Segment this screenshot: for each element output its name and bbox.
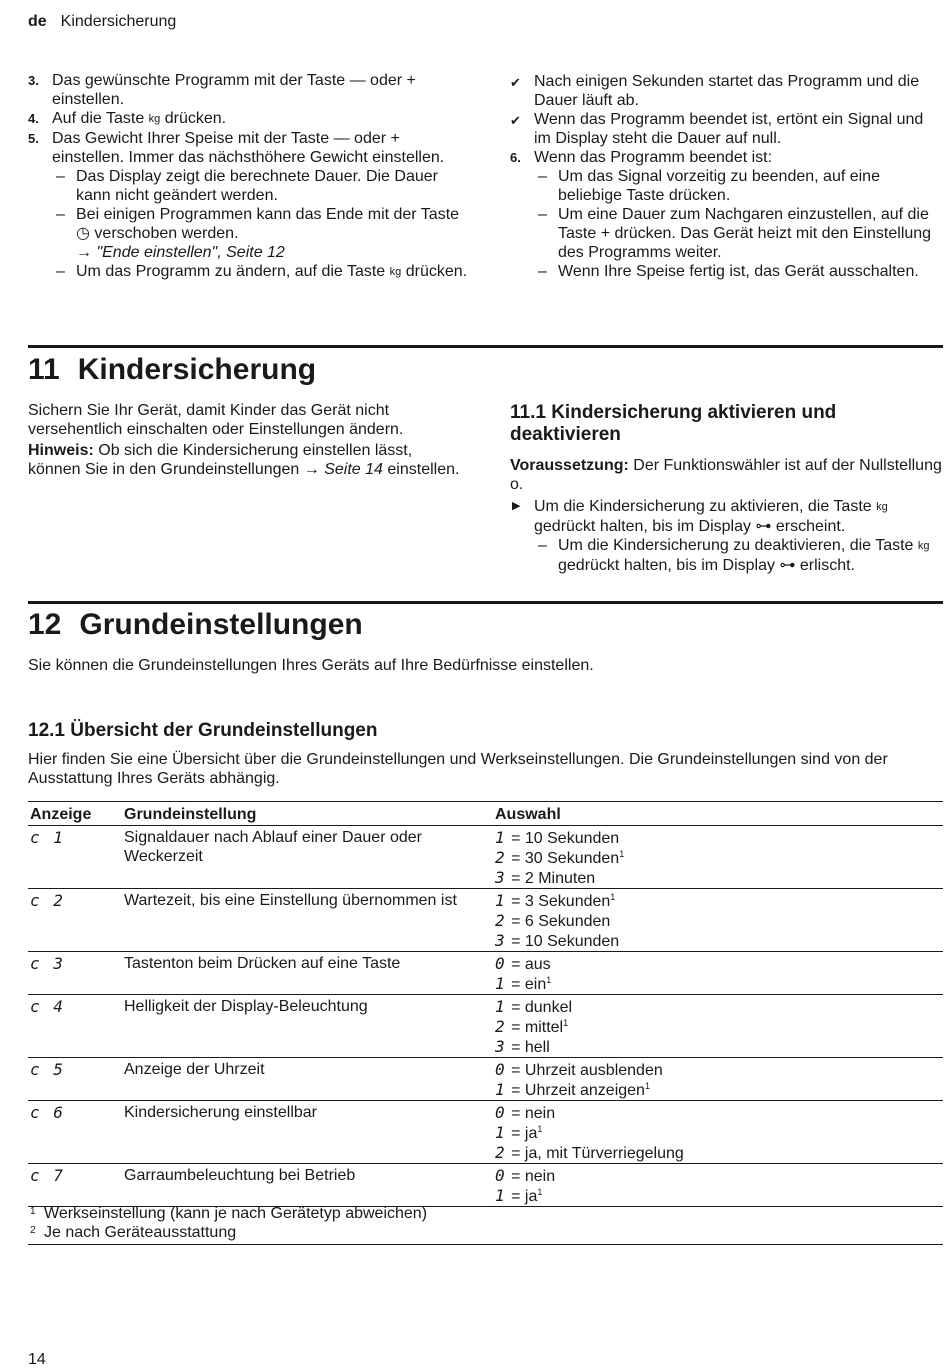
section-title: Kindersicherung [77,353,317,386]
option-key: 2 [495,848,507,867]
display-code: c 3 [28,952,122,995]
step-number: 4. [28,111,39,126]
weight-key-icon: kg [876,501,888,513]
option-key: 1 [495,1080,507,1099]
option-list [493,1058,943,1101]
precondition [510,456,942,494]
option [495,1143,941,1163]
option-list [493,995,943,1058]
option-text: = 10 Sekunden [511,933,620,950]
option [495,931,941,951]
weight-key-icon: kg [917,540,930,552]
option-key: 1 [495,1123,507,1142]
hint-label: Hinweis: [28,442,94,459]
substep-text: Um eine Dauer zum Nachgaren einzustellen, auf die Taste + drücken. Das Gerät heizt mit den Einstellung des Programms weiter. [558,206,932,261]
step-text: Auf die Taste [52,110,145,127]
display-code: c 4 [28,995,122,1058]
language-code: de [28,13,47,30]
option-text: = ja, mit Türverriegelung [511,1145,684,1162]
footnote-reference: 1 [537,1187,543,1197]
setting-name: Wartezeit, bis eine Einstellung übernommen ist [122,889,493,952]
setting-name: Anzeige der Uhrzeit [122,1058,493,1101]
display-code: c 1 [28,826,122,889]
dash-bullet: – [56,206,65,223]
table-row [28,1058,943,1101]
option-list [493,1101,943,1164]
footnote-reference: 1 [610,892,616,902]
step-5 [28,129,468,167]
option [495,891,941,911]
footnote-mark: 2 [30,1225,36,1236]
table-footnotes [28,1204,943,1245]
option-key: 0 [495,1060,507,1079]
weight-key-icon: kg [389,266,402,278]
key-lock-icon: ⊶ [779,557,796,574]
option [495,1186,941,1206]
substep-text-end: drücken. [405,263,468,280]
option-text: = ein [511,976,547,993]
option-key: 2 [495,911,507,930]
column-header: Anzeige [28,802,122,826]
precondition-text: Der Funktionswähler ist auf der Nullstellung o. [510,457,942,493]
steps-right-column [510,72,942,281]
option-text: = 6 Sekunden [511,913,611,930]
arrow-right-icon: → [76,244,92,261]
substep-display-duration [28,167,468,205]
column-header: Auswahl [493,802,943,826]
settings-table [28,801,943,1207]
dash-bullet: – [538,168,547,185]
footnote [28,1204,943,1223]
option-key: 1 [495,997,507,1016]
header-title: Kindersicherung [60,13,177,30]
table-header-row [28,802,943,826]
footnote [28,1223,943,1242]
option [495,954,941,974]
step-number: 6. [510,150,521,165]
setting-name: Garraumbeleuchtung bei Betrieb [122,1164,493,1207]
option [495,911,941,931]
subsection-12-1-title: 12.1 Übersicht der Grundeinstellungen [28,720,378,741]
option [495,1037,941,1057]
hint-page-reference[interactable]: Seite 14 [324,461,383,478]
option-key: 3 [495,868,507,887]
step-4 [28,109,468,129]
option-key: 1 [495,891,507,910]
option-text: = ja [511,1125,538,1142]
substep-stop-signal [510,167,942,205]
footnote-reference: 1 [546,975,552,985]
option-text: = nein [511,1168,556,1185]
option [495,1060,941,1080]
display-code: c 2 [28,889,122,952]
clock-key-icon: ◷ [76,225,90,242]
option [495,974,941,994]
cross-reference-end-setting[interactable] [28,243,468,262]
option-list [493,1164,943,1207]
display-code: c 7 [28,1164,122,1207]
section-rule [28,601,943,604]
instruction-text: gedrückt halten, bis im Display [558,557,775,574]
step-text-end: drücken. [164,110,227,127]
running-header [28,12,176,31]
substep-text-end: verschoben werden. [94,225,239,242]
checkmark-icon: ✔ [510,113,521,128]
result-program-ended [510,110,942,148]
table-row [28,952,943,995]
substep-text: Um das Programm zu ändern, auf die Taste [76,263,386,280]
step-text: Das gewünschte Programm mit der Taste — oder + einstellen. [52,72,416,108]
hint-paragraph [28,441,468,479]
hint-text-end: einstellen. [387,461,460,478]
option-key: 1 [495,828,507,847]
option [495,997,941,1017]
option-text: = 2 Minuten [511,870,596,887]
option-text: = hell [511,1039,550,1056]
result-text: Nach einigen Sekunden startet das Programm und die Dauer läuft ab. [534,73,920,109]
footnote-mark: 1 [30,1206,36,1217]
option-key: 0 [495,1103,507,1122]
substep-end-time [28,205,468,243]
option-key: 1 [495,974,507,993]
option-text: = aus [511,956,551,973]
subsection-12-1-intro: Hier finden Sie eine Übersicht über die Grundeinstellungen und Werkseinstellungen. Die Grundeinstellungen sind von der Ausstattung Ihres Geräts abhängig. [28,751,888,787]
step-3 [28,71,468,109]
substep-text: Um das Signal vorzeitig zu beenden, auf eine beliebige Taste drücken. [558,168,880,204]
option [495,828,941,848]
dash-bullet: – [538,263,547,280]
step-6 [510,148,942,167]
instruction-text: Um die Kindersicherung zu aktivieren, die Taste [534,498,872,515]
setting-name: Tastenton beim Drücken auf eine Taste [122,952,493,995]
section-12-intro: Sie können die Grundeinstellungen Ihres Geräts auf Ihre Bedürfnisse einstellen. [28,657,594,674]
section-number: 12 [28,608,62,641]
table-row [28,995,943,1058]
step-text: Das Gewicht Ihrer Speise mit der Taste — oder + einstellen. Immer das nächsthöhere Gewicht einstellen. [52,130,445,166]
instruction-text: Um die Kindersicherung zu deaktivieren, die Taste [558,537,914,554]
reference-text: "Ende einstellen", Seite 12 [96,244,285,261]
dash-bullet: – [56,263,65,280]
arrow-right-icon: → [303,461,320,478]
substep-text: Wenn Ihre Speise fertig ist, das Gerät ausschalten. [558,263,919,280]
instruction-activate [510,497,942,536]
section-12-heading [28,607,363,643]
instruction-text-end: erscheint. [775,518,846,535]
intro-paragraph: Sichern Sie Ihr Gerät, damit Kinder das Gerät nicht versehentlich einschalten oder Einstellungen ändern. [28,402,404,438]
option-text: = 10 Sekunden [511,830,620,847]
step-text: Wenn das Programm beendet ist: [534,149,773,166]
section-number: 11 [28,353,60,386]
table-row [28,1164,943,1207]
instruction-text-end: erlischt. [799,557,856,574]
footnote-text: Werkseinstellung (kann je nach Gerätetyp abweichen) [44,1205,428,1222]
section-rule [28,345,943,348]
option [495,1080,941,1100]
instruction-deactivate [510,536,942,575]
result-text: Wenn das Programm beendet ist, ertönt ein Signal und im Display steht die Dauer auf null. [534,111,924,147]
footnote-text: Je nach Geräteausstattung [44,1224,237,1241]
step-number: 5. [28,131,39,146]
footnote-reference: 1 [537,1124,543,1134]
option-list [493,952,943,995]
weight-key-icon: kg [148,113,161,125]
footnote-reference: 1 [619,849,625,859]
instruction-text: gedrückt halten, bis im Display [534,518,751,535]
option-key: 3 [495,931,507,950]
option-key: 3 [495,1037,507,1056]
column-header: Grundeinstellung [122,802,493,826]
subsection-title: 11.1 Kindersicherung aktivieren und deaktivieren [510,402,837,445]
option [495,868,941,888]
option-text: = Uhrzeit anzeigen [511,1082,645,1099]
precondition-label: Voraussetzung: [510,457,629,474]
option-text: = mittel [511,1019,564,1036]
option-key: 0 [495,1166,507,1185]
option-key: 1 [495,1186,507,1205]
substep-text: Bei einigen Programmen kann das Ende mit der Taste [76,206,460,223]
option [495,1166,941,1186]
steps-left-column [28,71,468,282]
table-row [28,1101,943,1164]
option-text: = nein [511,1105,556,1122]
option-key: 2 [495,1017,507,1036]
footnote-reference: 1 [644,1081,650,1091]
dash-bullet: – [538,206,547,223]
option-text: = dunkel [511,999,573,1016]
option-key: 0 [495,954,507,973]
option-text: = Uhrzeit ausblenden [511,1062,663,1079]
display-code: c 5 [28,1058,122,1101]
step-number: 3. [28,73,39,88]
substep-extra-time [510,205,942,262]
option-key: 2 [495,1143,507,1162]
option-list [493,826,943,889]
option [495,1103,941,1123]
checkmark-icon: ✔ [510,75,521,90]
substep-switch-off [510,262,942,281]
section-11-heading [28,352,316,388]
option [495,1123,941,1143]
option-text: = 30 Sekunden [511,850,620,867]
option-list [493,889,943,952]
setting-name: Signaldauer nach Ablauf einer Dauer oder Weckerzeit [122,826,493,889]
result-program-starts [510,72,942,110]
option-text: = 3 Sekunden [511,893,611,910]
hint-text: Ob sich die Kindersicherung einstellen lässt, können Sie in den Grundeinstellungen [28,442,413,478]
dash-bullet: – [56,168,65,185]
setting-name: Kindersicherung einstellbar [122,1101,493,1164]
key-lock-icon: ⊶ [755,518,772,535]
footnote-reference: 1 [563,1018,569,1028]
subsection-11-1 [510,402,942,575]
table-row [28,826,943,889]
substep-change-program [28,262,468,282]
display-code: c 6 [28,1101,122,1164]
substep-text: Das Display zeigt die berechnete Dauer. Die Dauer kann nicht geändert werden. [76,168,438,204]
table-row [28,889,943,952]
triangle-bullet-icon: ▶ [512,500,521,512]
dash-bullet: – [538,537,547,554]
option [495,1017,941,1037]
setting-name: Helligkeit der Display-Beleuchtung [122,995,493,1058]
section-11-intro [28,401,468,479]
option [495,848,941,868]
page-number: 14 [28,1351,46,1368]
option-text: = ja [511,1188,538,1205]
section-title: Grundeinstellungen [79,608,363,641]
